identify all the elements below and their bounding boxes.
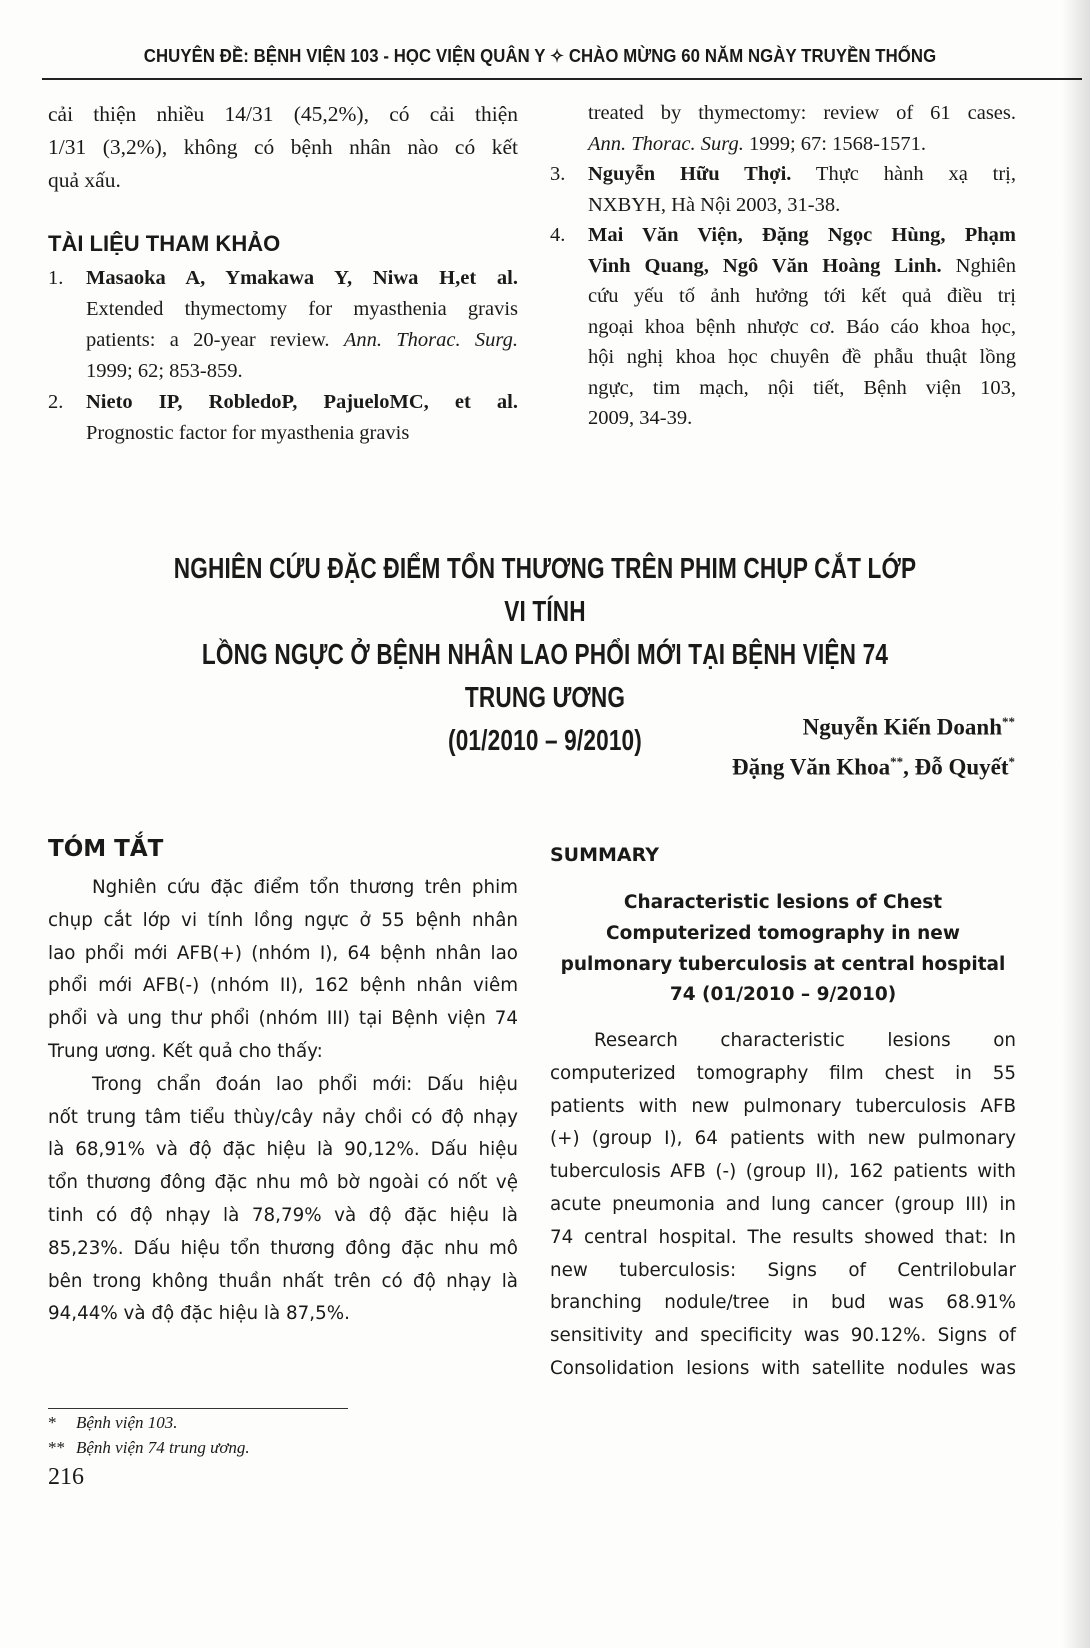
reference-text: cứu yếu tố ảnh hưởng tới kết quả điều trị xyxy=(588,285,1016,307)
reference-text: Prognostic factor for myasthenia gravis xyxy=(86,422,410,444)
reference-line xyxy=(588,312,1016,343)
reference-text: 2009, 34-39. xyxy=(588,407,693,429)
abstract-heading-english: SUMMARY xyxy=(550,844,659,866)
reference-text: Nghiên xyxy=(941,254,1016,277)
header-divider xyxy=(42,78,1082,80)
reference-authors: Masaoka A, Ymakawa Y, Niwa H,et al. xyxy=(86,267,518,289)
reference-line xyxy=(86,325,518,356)
article-title-line: (01/2010 – 9/2010) xyxy=(448,725,642,757)
reference-line xyxy=(588,190,1016,221)
author-line xyxy=(732,705,1015,745)
text-line: lao phổi mới AFB(+) (nhóm I), 64 bệnh nhân lao xyxy=(48,942,518,964)
reference-line xyxy=(588,342,1016,373)
footnotes xyxy=(48,1410,250,1460)
author-affiliation-mark: ** xyxy=(890,753,904,769)
reference-number: 4. xyxy=(550,224,566,246)
footnote-divider xyxy=(48,1408,348,1409)
article-title-line: NGHIÊN CỨU ĐẶC ĐIỂM TỔN THƯƠNG TRÊN PHIM CHỤP CẮT LỚP VI TÍNH xyxy=(173,553,917,628)
reference-line xyxy=(588,220,1016,251)
reference-text: 1999; 67: 1568-1571. xyxy=(743,132,927,155)
reference-number: 1. xyxy=(48,267,64,289)
abstract-body-vietnamese xyxy=(48,872,518,1331)
footnote-mark: * xyxy=(48,1413,57,1432)
author-affiliation-mark: * xyxy=(1008,753,1015,769)
text-line: Trong chẩn đoán lao phổi mới: Dấu hiệu xyxy=(92,1073,518,1095)
author-name: Đặng Văn Khoa xyxy=(732,754,891,780)
author-name: Đỗ Quyết xyxy=(914,754,1009,780)
text-line: 1/31 (3,2%), không có bệnh nhân nào có kết xyxy=(48,135,518,159)
footnote xyxy=(48,1435,250,1460)
text-line: patients with new pulmonary tuberculosis AFB xyxy=(550,1095,1016,1117)
reference-line xyxy=(86,294,518,325)
reference-text: patients: a 20-year review. xyxy=(86,329,344,351)
text-line: branching nodule/tree in bud was 68.91% xyxy=(550,1292,1016,1314)
reference-text: Thực hành xạ trị, xyxy=(791,163,1016,185)
reference-line xyxy=(588,403,1016,434)
footnote-mark: ** xyxy=(48,1438,65,1457)
reference-text: hội nghị khoa học chuyên đề phẫu thuật lồng xyxy=(588,346,1016,368)
reference-line xyxy=(588,251,1016,282)
reference-authors: Nieto IP, RobledoP, PajueloMC, et al. xyxy=(86,391,518,413)
text-line: tinh có độ nhạy là 78,79% và độ đặc hiệu là xyxy=(48,1204,518,1226)
reference-authors: Mai Văn Viện, Đặng Ngọc Hùng, Phạm xyxy=(588,224,1016,246)
text-line: Consolidation lesions with satellite nodules was xyxy=(550,1357,1016,1379)
abstract-heading-vietnamese: TÓM TẮT xyxy=(48,836,164,862)
reference-item xyxy=(550,159,1016,220)
reference-line xyxy=(86,418,518,449)
reference-line xyxy=(86,356,518,387)
text-line: (+) (group I), 64 patients with new pulmonary xyxy=(550,1128,1016,1150)
text-line: bên trong không thuần nhất trên có độ nhạy là xyxy=(48,1270,518,1292)
summary-title-line: Computerized tomography in new xyxy=(606,922,960,944)
footnote xyxy=(48,1410,250,1435)
summary-title-line: pulmonary tuberculosis at central hospital xyxy=(560,953,1006,975)
reference-journal: Ann. Thorac. Surg. xyxy=(343,329,518,351)
text-line: cải thiện nhiều 14/31 (45,2%), có cải thiện xyxy=(48,102,518,126)
scan-edge-shadow xyxy=(1062,0,1090,1648)
reference-line xyxy=(588,98,1016,129)
footnote-text: Bệnh viện 103. xyxy=(76,1413,178,1432)
text-line: sensitivity and specificity was 90.12%. Signs of xyxy=(550,1325,1016,1347)
text-line: Nghiên cứu đặc điểm tổn thương trên phim xyxy=(92,877,518,898)
reference-item xyxy=(48,263,518,387)
text-line: chụp cắt lớp vi tính lồng ngực ở 55 bệnh nhân xyxy=(48,909,518,931)
reference-item xyxy=(550,98,1016,159)
reference-line xyxy=(86,387,518,418)
reference-item xyxy=(550,220,1016,434)
footnote-text: Bệnh viện 74 trung ương. xyxy=(76,1438,250,1457)
summary-title xyxy=(550,888,1016,1011)
references-list-left xyxy=(48,263,518,449)
text-line: phổi mới AFB(-) (nhóm II), 162 bệnh nhân viêm xyxy=(48,975,518,997)
text-line: Trung ương. Kết quả cho thấy: xyxy=(48,1040,323,1062)
reference-line xyxy=(588,373,1016,404)
author-line xyxy=(732,745,1015,785)
reference-line xyxy=(588,129,1016,160)
reference-line xyxy=(86,263,518,294)
text-line: computerized tomography film chest in 55 xyxy=(550,1062,1016,1084)
text-line: Research characteristic lesions on xyxy=(594,1030,1016,1051)
reference-line xyxy=(588,281,1016,312)
text-line: acute pneumonia and lung cancer (group III) in xyxy=(550,1193,1016,1215)
reference-item xyxy=(48,387,518,449)
abstract-body-english xyxy=(550,1025,1016,1386)
references-heading: TÀI LIỆU THAM KHẢO xyxy=(48,231,281,256)
author-affiliation-mark: ** xyxy=(1002,714,1015,729)
reference-number: 3. xyxy=(550,163,566,185)
reference-text: 1999; 62; 853-859. xyxy=(86,360,243,382)
running-header: CHUYÊN ĐỀ: BỆNH VIỆN 103 - HỌC VIỆN QUÂN Y ✧ CHÀO MỪNG 60 NĂM NGÀY TRUYỀN THỐNG xyxy=(143,46,937,66)
reference-text: ngoại khoa bệnh nhược cơ. Báo cáo khoa học, xyxy=(588,315,1016,338)
previous-article-conclusion xyxy=(48,98,518,197)
text-line: 85,23%. Dấu hiệu tổn thương đông đặc nhu mô xyxy=(48,1237,518,1259)
article-title-line: LỒNG NGỰC Ở BỆNH NHÂN LAO PHỔI MỚI TẠI BỆNH VIỆN 74 TRUNG ƯƠNG xyxy=(201,639,889,714)
reference-authors: Nguyễn Hữu Thợi. xyxy=(588,163,792,185)
summary-title-line: Characteristic lesions of Chest xyxy=(623,892,943,913)
author-separator: , xyxy=(903,754,915,780)
text-line: tổn thương đông đặc nhu mô bờ ngoài có nốt vệ xyxy=(48,1172,518,1194)
reference-journal: Ann. Thorac. Surg. xyxy=(588,132,744,155)
summary-title-line: 74 (01/2010 – 9/2010) xyxy=(669,984,897,1006)
text-line: new tuberculosis: Signs of Centrilobular xyxy=(550,1259,1016,1281)
reference-line xyxy=(588,159,1016,190)
text-line: quả xấu. xyxy=(48,168,121,192)
text-line: là 68,91% và độ đặc hiệu là 90,12%. Dấu hiệu xyxy=(48,1139,518,1161)
text-line: 94,44% và độ đặc hiệu là 87,5%. xyxy=(48,1303,350,1325)
text-line: tuberculosis AFB (-) (group II), 162 patients with xyxy=(550,1161,1016,1183)
reference-text: NXBYH, Hà Nội 2003, 31-38. xyxy=(588,193,841,216)
reference-text: ngực, tim mạch, nội tiết, Bệnh viện 103, xyxy=(588,376,1016,399)
reference-number: 2. xyxy=(48,391,64,413)
reference-text: Extended thymectomy for myasthenia gravis xyxy=(86,298,518,320)
text-line: nốt trung tâm tiểu thùy/cây nảy chồi có độ nhạy xyxy=(48,1106,518,1128)
reference-authors: Vinh Quang, Ngô Văn Hoàng Linh. xyxy=(588,254,942,277)
references-list-right xyxy=(550,98,1016,434)
text-line: phổi và ung thư phổi (nhóm III) tại Bệnh viện 74 xyxy=(48,1008,518,1030)
reference-text: treated by thymectomy: review of 61 cases. xyxy=(588,102,1016,124)
text-line: 74 central hospital. The results showed that: In xyxy=(550,1226,1016,1248)
authors xyxy=(732,705,1015,784)
page-number: 216 xyxy=(48,1464,84,1490)
author-name: Nguyễn Kiến Doanh xyxy=(802,714,1002,740)
